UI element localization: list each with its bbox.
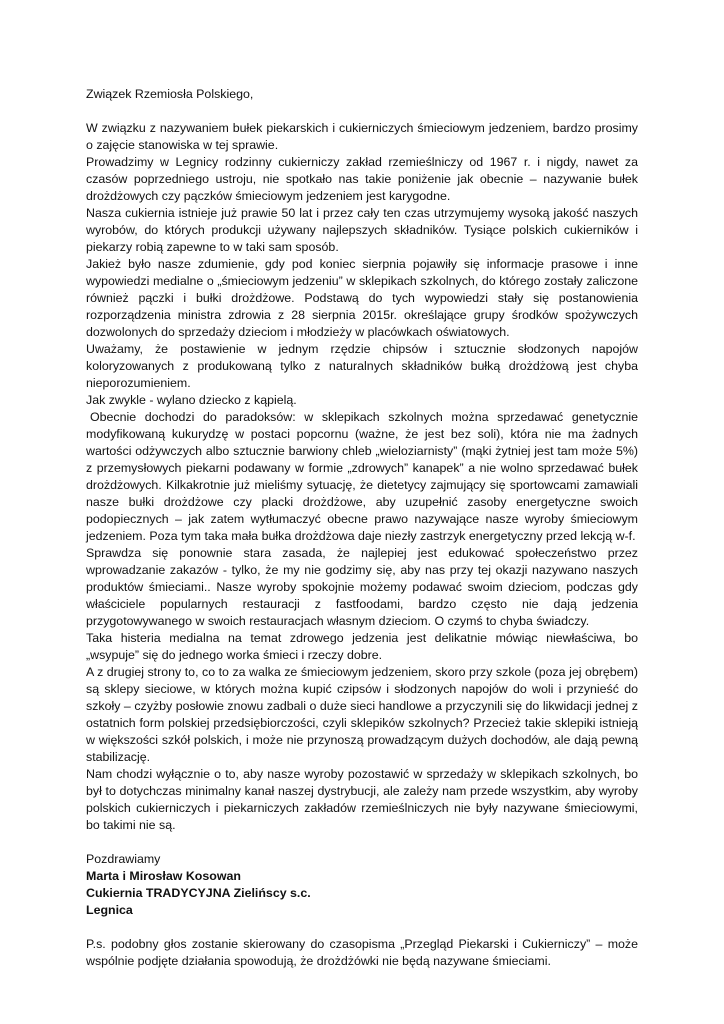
closing-salutation: Pozdrawiamy [86, 852, 161, 866]
paragraph-request: W związku z nazywaniem bułek piekarskich i cukierniczych śmieciowym jedzeniem, bardzo prosimy o zajęcie stanowiska w tej sprawie. [86, 121, 638, 152]
paragraph-idiom: Jak zwykle - wylano dziecko z kąpielą. [86, 393, 297, 407]
letter-body [86, 120, 638, 834]
letter-page [86, 86, 638, 982]
paragraph-chain-stores: A z drugiej strony to, co to za walka ze śmieciowym jedzeniem, skoro przy szkole (poza jej obrębem) są sklepy sieciowe, w których można kupić czipsów i słodzonych napojów do woli i przynieść do szkoły – czyżby posłowie znowu zadbali o duże sieci handlowe a przyczynili się do likwidacji jednej z ostatnich form polskiej przedsiębiorczości, czyli sklepików szkolnych? Przecież takie sklepiki istnieją w większości szkół polskich, i może nie przynoszą prowadzącym dużych dochodów, ale dają pewną stabilizację. [86, 665, 638, 764]
paragraph-bans: Sprawdza się ponownie stara zasada, że najlepiej jest edukować społeczeństwo przez wprowadzanie zakazów - tylko, że my nie godzimy się, aby nas przy tej okazji nazywano naszych produktów śmieciami.. Nasze wyroby spokojnie możemy podawać swoim dzieciom, podczas gdy właściciele popularnych restauracji z fastfoodami, bardzo często nie dają jedzenia przygotowywanego w swoich restauracjach własnym dzieciom. O czymś to chyba świadczy. [86, 546, 638, 628]
postscript: P.s. podobny głos zostanie skierowany do czasopisma „Przegląd Piekarski i Cukierniczy” – może wspólnie podjęte działania spowodują, że drożdżówki nie będą nazywane śmieciami. [86, 937, 638, 968]
paragraph-regulation: Jakież było nasze zdumienie, gdy pod koniec sierpnia pojawiły się informacje prasowe i inne wypowiedzi medialne o „śmieciowym jedzeniu” w sklepikach szkolnych, do którego zostały zaliczone również pączki i bułki drożdżowe. Podstawą do tych wypowiedzi stały się postanowienia rozporządzenia ministra zdrowia z 28 sierpnia 2015r. określające grupy środków spożywczych dozwolonych do sprzedaży dzieciom i młodzieży w placówkach oświatowych. [86, 257, 638, 339]
paragraph-goal: Nam chodzi wyłącznie o to, aby nasze wyroby pozostawić w sprzedaży w sklepikach szkolnych, bo był to dotychczas minimalny kanał naszej dystrybucji, ale zależy nam przede wszystkim, aby wyroby polskich cukierniczych i piekarniczych zakładów rzemieślniczych nie były nazywane śmieciowymi, bo takimi nie są. [86, 767, 638, 832]
letter-greeting: Związek Rzemiosła Polskiego, [86, 87, 254, 101]
paragraph-paradoxes: Obecnie dochodzi do paradoksów: w sklepikach szkolnych można sprzedawać genetycznie modyfikowaną kukurydzę w postaci popcornu (ważne, że jest bez soli), która nie ma żadnych wartości odżywczych albo sztucznie barwiony chleb „wieloziarnisty” (mąki żytniej jest tam może 5%) z przemysłowych piekarni podawany w formie „zdrowych” kanapek” a nie wolno sprzedawać bułek drożdżowych. Kilkakrotnie już mieliśmy sytuację, że dietetycy zajmujący się sportowcami zamawiali nasze bułki drożdżowe czy placki drożdżowe, aby uzupełnić zasoby energetyczne swoich podopiecznych – jak zatem wytłumaczyć obecne prawo nazywające nasze wyroby śmieciowym jedzeniem. Poza tym taka mała bułka drożdżowa daje niezły zastrzyk energetyczny przed lekcją w-f. [86, 410, 638, 543]
signature-city: Legnica [86, 903, 133, 917]
paragraph-media-hysteria: Taka histeria medialna na temat zdrowego jedzenia jest delikatnie mówiąc niewłaściwa, bo „wsypuje” się do jednego worka śmieci i rzeczy dobre. [86, 631, 638, 662]
signature-company: Cukiernia TRADYCYJNA Zielińscy s.c. [86, 886, 311, 900]
paragraph-business-history: Prowadzimy w Legnicy rodzinny cukierniczy zakład rzemieślniczy od 1967 r. i nigdy, nawet za czasów poprzedniego ustroju, nie spotkało nas takie poniżenie jak obecnie – nazywanie bułek drożdżowych czy pączków śmieciowym jedzeniem jest karygodne. [86, 155, 638, 203]
paragraph-misunderstanding: Uważamy, że postawienie w jednym rzędzie chipsów i sztucznie słodzonych napojów koloryzowanych z produkowaną tylko z naturalnych składników bułką drożdżową jest chyba nieporozumieniem. [86, 342, 638, 390]
paragraph-quality: Nasza cukiernia istnieje już prawie 50 lat i przez cały ten czas utrzymujemy wysoką jakość naszych wyrobów, do których produkcji używany najlepszych składników. Tysiące polskich cukierników i piekarzy robią zapewne to w taki sam sposób. [86, 206, 638, 254]
closing-block [86, 851, 638, 919]
signature-names: Marta i Mirosław Kosowan [86, 869, 241, 883]
